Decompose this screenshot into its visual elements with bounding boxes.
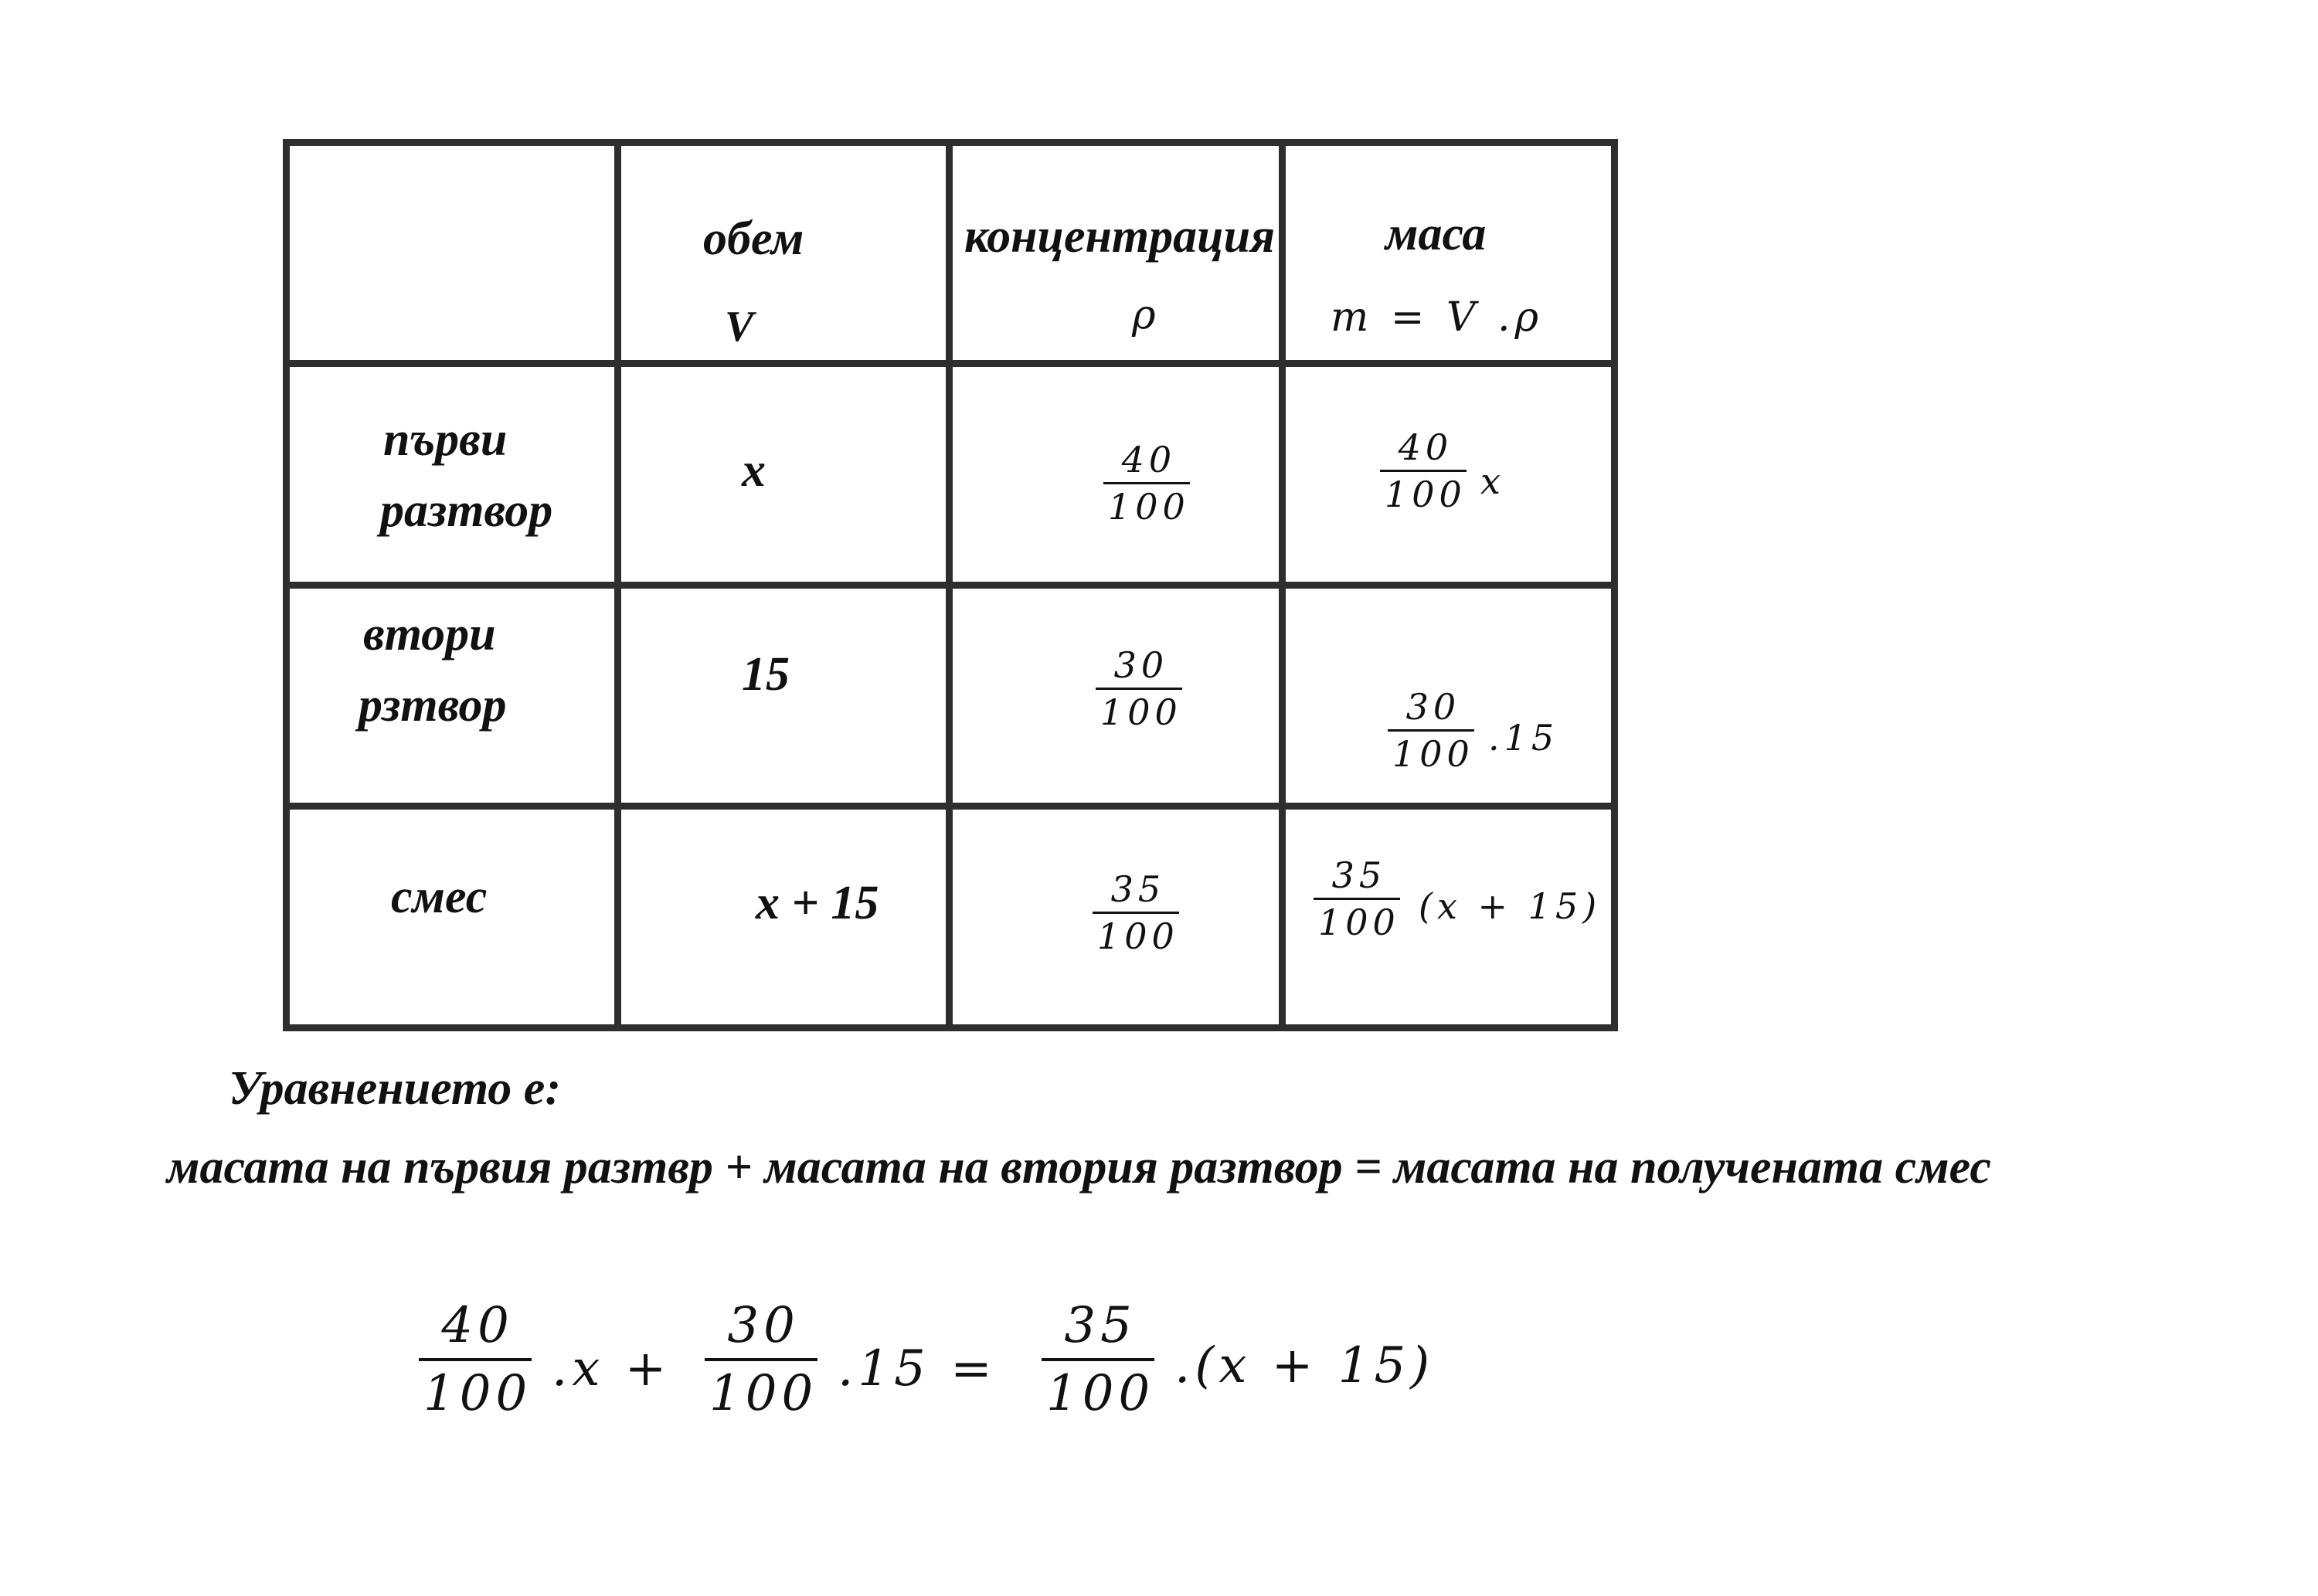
fraction-bar (419, 1358, 532, 1361)
row1-concentration-fraction (1103, 439, 1190, 528)
fraction-numerator: 35 (1110, 868, 1166, 910)
header-concentration-symbol: ρ (1132, 292, 1161, 338)
table-line-v4 (1279, 139, 1286, 1031)
table-line-v1 (283, 139, 290, 1031)
fraction-bar (1380, 470, 1467, 472)
header-volume-symbol: V (725, 303, 754, 351)
fraction-denominator: 100 (1100, 691, 1182, 733)
row1-mass-suffix: x (1480, 460, 1505, 502)
table-line-v2 (614, 139, 621, 1031)
fraction-numerator: 35 (1331, 854, 1387, 896)
header-mass-word: маса (1385, 208, 1487, 260)
row3-mass-suffix: (x + 15) (1419, 885, 1602, 927)
formula-term-15-equals: .15 = (838, 1340, 997, 1397)
fraction-numerator: 40 (441, 1297, 514, 1354)
fraction-numerator: 30 (1113, 644, 1169, 686)
row1-label-line1: първи (383, 413, 508, 466)
fraction-numerator: 35 (1064, 1297, 1137, 1354)
header-mass-formula: m = V .ρ (1331, 294, 1544, 341)
fraction-denominator: 100 (1318, 902, 1400, 943)
fraction-denominator: 100 (709, 1365, 818, 1422)
row3-concentration-fraction (1093, 868, 1179, 957)
row1-volume: x (742, 444, 766, 497)
fraction-bar (1388, 729, 1474, 732)
formula-term-x-plus: .x + (552, 1340, 671, 1397)
fraction-numerator: 30 (1405, 686, 1461, 728)
fraction-denominator: 100 (1097, 915, 1179, 957)
fraction-denominator: 100 (1108, 486, 1190, 528)
fraction-denominator: 100 (1046, 1365, 1155, 1422)
row2-concentration-fraction (1096, 644, 1182, 733)
header-volume-word: обем (703, 212, 804, 265)
equation-in-words: масата на първия разтвр + масата на втория разтвор = масата на получената смес (167, 1141, 1991, 1194)
table-line-v3 (946, 139, 953, 1031)
formula-term-x-plus-15: .(x + 15) (1174, 1337, 1435, 1394)
row3-volume: x + 15 (756, 877, 879, 929)
fraction-denominator: 100 (1385, 474, 1467, 515)
formula-fraction-40-100 (419, 1297, 532, 1422)
fraction-bar (1103, 482, 1190, 484)
fraction-bar (1042, 1358, 1154, 1361)
row3-mass-fraction (1314, 854, 1400, 943)
equation-heading: Уравнението е: (229, 1062, 561, 1115)
fraction-bar (1093, 912, 1179, 914)
fraction-bar (1314, 898, 1400, 900)
fraction-bar (705, 1358, 817, 1361)
fraction-numerator: 30 (727, 1297, 800, 1354)
row2-mass-suffix: .15 (1488, 717, 1559, 759)
fraction-bar (1096, 688, 1182, 690)
header-concentration-word: концентрация (964, 210, 1276, 263)
table-line-v5 (1611, 139, 1618, 1031)
row3-label: смес (391, 871, 488, 923)
formula-fraction-35-100 (1042, 1297, 1155, 1422)
fraction-numerator: 40 (1121, 439, 1177, 480)
fraction-denominator: 100 (1392, 733, 1474, 775)
fraction-denominator: 100 (423, 1365, 532, 1422)
row2-mass-fraction (1388, 686, 1474, 775)
row2-label-line1: втори (363, 608, 496, 660)
row2-label-line2: рзтвор (359, 679, 507, 732)
row1-mass-fraction (1380, 426, 1467, 515)
formula-fraction-30-100 (705, 1297, 818, 1422)
row1-label-line2: разтвор (380, 484, 553, 537)
row2-volume: 15 (742, 648, 790, 701)
fraction-numerator: 40 (1398, 426, 1453, 468)
